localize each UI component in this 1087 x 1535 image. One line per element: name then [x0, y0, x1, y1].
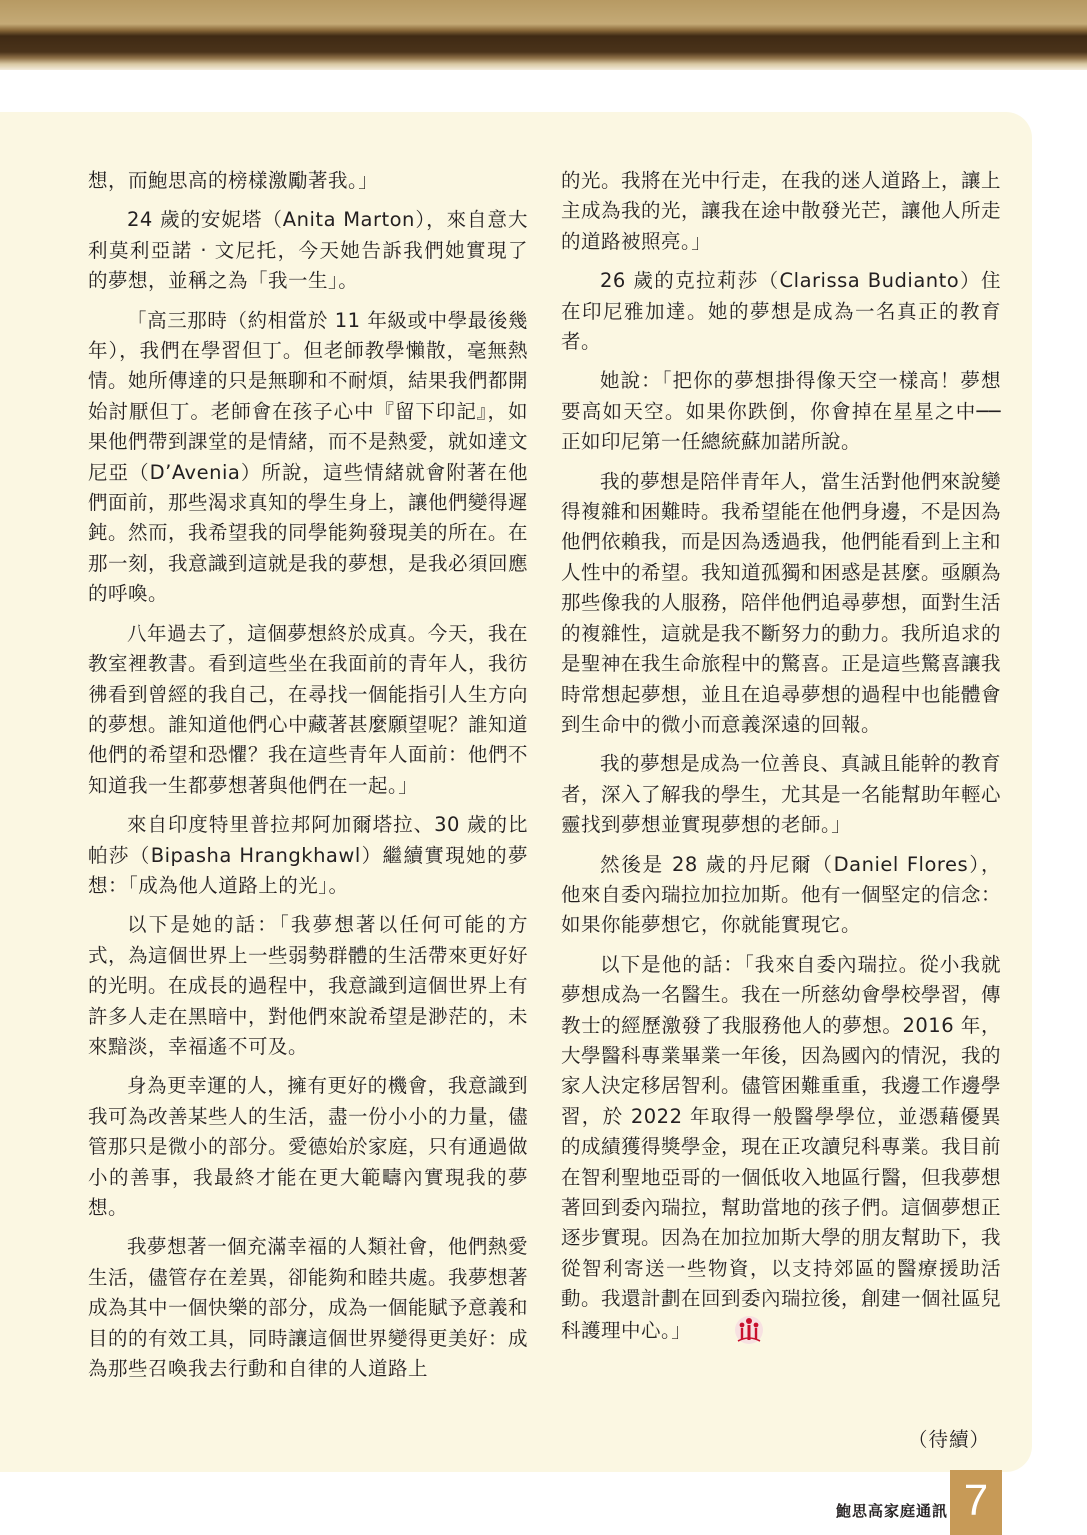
left-column [88, 166, 528, 1393]
paragraph: 24 歲的安妮塔（Anita Marton），來自意大利莫利亞諾 ‧ 文尼托，今天她告訴我們她實現了的夢想，並稱之為「我一生」。 [88, 208, 528, 293]
paragraph: 然後是 28 歲的丹尼爾（Daniel Flores），他來自委內瑞拉加拉加斯。他有一個堅定的信念：如果你能夢想它，你就能實現它。 [561, 852, 1002, 937]
footer-title: 鮑思高家庭通訊 [836, 1502, 949, 1520]
salesian-family-logo-icon [695, 1315, 725, 1345]
paragraph: 八年過去了，這個夢想終於成真。今天，我在教室裡教書。看到這些坐在我面前的青年人，我彷彿看到曾經的我自己，在尋找一個能指引人生方向的夢想。誰知道他們心中藏著甚麼願望呢？誰知道他們的希望和恐懼？我在這些青年人面前：他們不知道我一生都夢想著與他們在一起。」 [88, 621, 529, 797]
to-be-continued: （待續） [907, 1428, 990, 1451]
right-column [561, 166, 1001, 1355]
paragraph: 我的夢想是陪伴青年人，當生活對他們來說變得複雜和困難時。我希望能在他們身邊，不是因為他們依賴我，而是因為透過我，他們能看到上主和人性中的希望。我知道孤獨和困惑是甚麼。亟願為那些像我的人服務，陪伴他們追尋夢想，面對生活的複雜性，這就是我不斷努力的動力。我所追求的是聖神在我生命旅程中的驚喜。正是這些驚喜讓我時常想起夢想，並且在追尋夢想的過程中也能體會到生命中的微小而意義深遠的回報。 [561, 469, 1002, 736]
paragraph: 身為更幸運的人，擁有更好的機會，我意識到我可為改善某些人的生活，盡一份小小的力量，儘管那只是微小的部分。愛德始於家庭，只有通過做小的善事，我最終才能在更大範疇內實現我的夢想。 [88, 1074, 529, 1219]
paragraph: 「高三那時（約相當於 11 年級或中學最後幾年），我們在學習但丁。但老師教學懶散，毫無熱情。她所傳達的只是無聊和不耐煩，結果我們都開始討厭但丁。老師會在孩子心中『留下印記』，如果他們帶到課堂的是情緒，而不是熱愛，就如達文尼亞（D’Avenia）所說，這些情緒就會附著在他們面前，那些渴求真知的學生身上，讓他們變得遲鈍。然而，我希望我的同學能夠發現美的所在。在那一刻，我意識到這就是我的夢想，是我必須回應的呼喚。 [88, 308, 529, 606]
paragraph: 我的夢想是成為一位善良、真誠且能幹的教育者，深入了解我的學生，尤其是一名能幫助年輕心靈找到夢想並實現夢想的老師。」 [561, 752, 1002, 837]
paragraph: 她說：「把你的夢想掛得像天空一樣高！夢想要高如天空。如果你跌倒，你會掉在星星之中──正如印尼第一任總統蘇加諾所說。 [561, 369, 1001, 454]
header-band [0, 0, 1087, 70]
paragraph-text: 以下是他的話：「我來自委內瑞拉。從小我就夢想成為一名醫生。我在一所慈幼會學校學習，傳教士的經歷激發了我服務他人的夢想。2016 年，大學醫科專業畢業一年後，因為國內的情況，我的家人決定移居智利。儘管困難重重，我邊工作邊學習，於 2022 年取得一般醫學學位，並憑藉優異的成績獲得獎學金，現在正攻讀兒科專業。我目前在智利聖地亞哥的一個低收入地區行醫，但我夢想著回到委內瑞拉，幫助當地的孩子們。這個夢想正逐步實現。因為在加拉加斯大學的朋友幫助下，我從智利寄送一些物資，以支持郊區的醫療援助活動。我還計劃在回到委內瑞拉後，創建一個社區兒科護理中心。」 [561, 952, 1002, 1342]
paragraph: 我夢想著一個充滿幸福的人類社會，他們熱愛生活，儘管存在差異，卻能夠和睦共處。我夢想著成為其中一個快樂的部分，成為一個能賦予意義和目的的有效工具，同時讓這個世界變得更美好：成為那些召喚我去行動和自律的人道路上 [88, 1235, 529, 1381]
paragraph: 來自印度特里普拉邦阿加爾塔拉、30 歲的比帕莎（Bipasha Hrangkhawl）繼續實現她的夢想：「成為他人道路上的光」。 [88, 813, 528, 897]
last-paragraph [561, 950, 1001, 1346]
paragraph: 想，而鮑思高的榜樣激勵著我。」 [88, 169, 379, 192]
paragraph: 以下是她的話：「我夢想著以任何可能的方式，為這個世界上一些弱勢群體的生活帶來更好好的光明。在成長的過程中，我意識到這個世界上有許多人走在黑暗中，對他們來說希望是渺茫的，未來黯淡，幸福遙不可及。 [88, 913, 529, 1058]
paragraph: 的光。我將在光中行走，在我的迷人道路上，讓上主成為我的光，讓我在途中散發光芒，讓他人所走的道路被照亮。」 [561, 169, 1002, 253]
paragraph: 26 歲的克拉莉莎（Clarissa Budianto）住在印尼雅加達。她的夢想是成為一名真正的教育者。 [561, 269, 1001, 354]
page-number: 7 [950, 1470, 1002, 1535]
